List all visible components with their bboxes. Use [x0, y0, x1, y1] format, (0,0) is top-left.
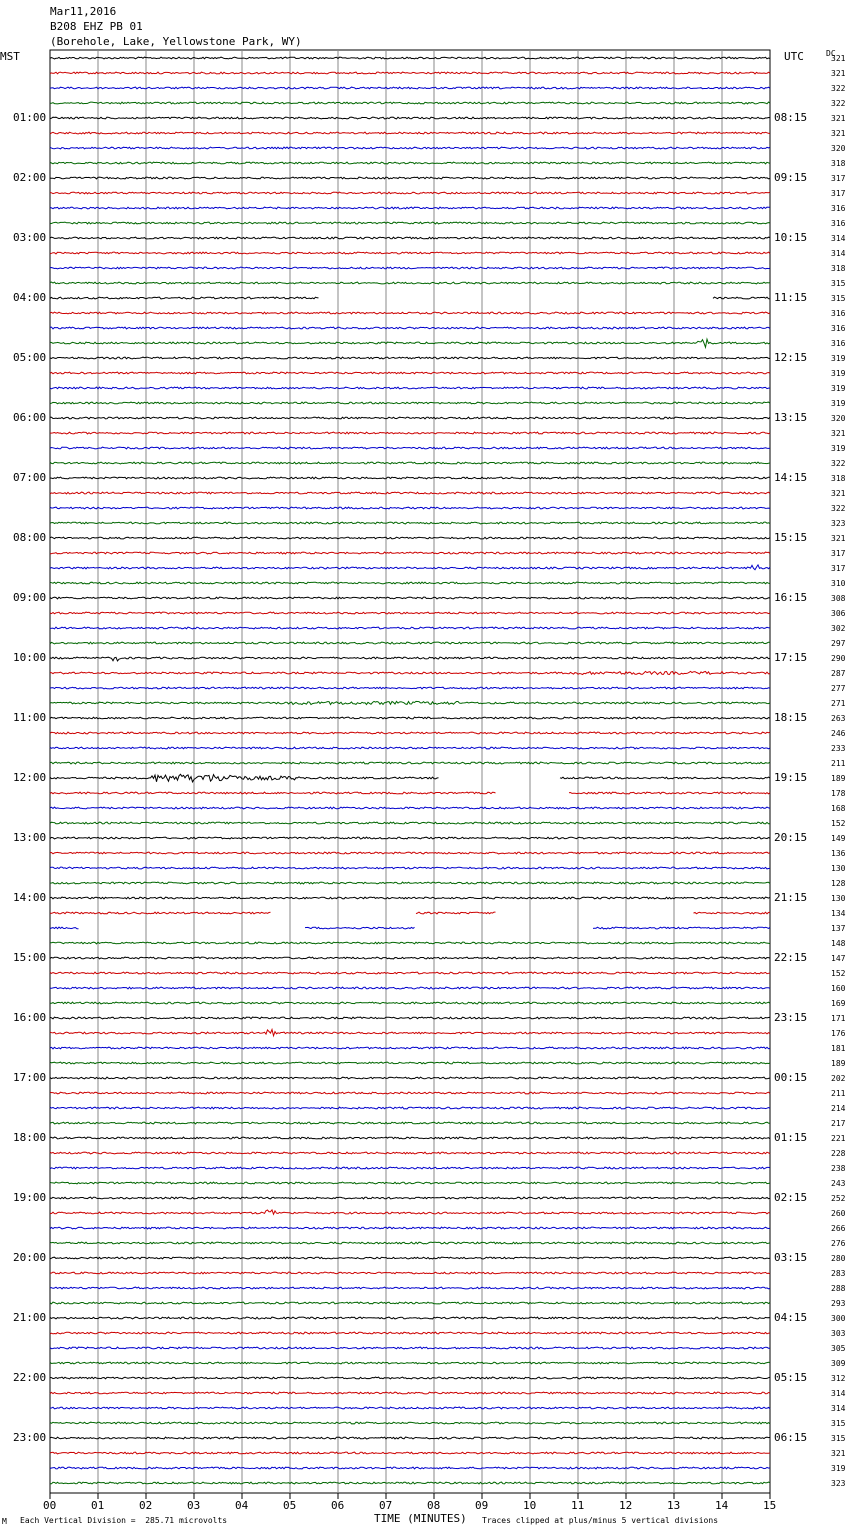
mst-hour-label: 19:00	[13, 1191, 47, 1204]
seismic-trace	[50, 657, 770, 661]
dc-offset-label: 312	[831, 1374, 846, 1383]
mst-hour-label: 02:00	[13, 171, 47, 184]
seismic-trace	[50, 1467, 770, 1469]
seismic-trace	[50, 1362, 770, 1364]
mst-hour-label: 22:00	[13, 1371, 47, 1384]
seismic-trace	[50, 222, 770, 224]
dc-offset-label: 321	[831, 54, 846, 63]
utc-hour-label: 10:15	[774, 231, 808, 244]
seismic-trace	[50, 717, 770, 719]
dc-offset-label: 317	[831, 174, 846, 183]
dc-offset-label: 221	[831, 1134, 846, 1143]
mst-hour-label: 20:00	[13, 1251, 47, 1264]
dc-offset-label: 168	[831, 804, 846, 813]
dc-offset-label: 315	[831, 1434, 846, 1443]
dc-offset-label: 228	[831, 1149, 846, 1158]
seismic-trace	[50, 1210, 770, 1214]
dc-offset-label: 316	[831, 219, 846, 228]
utc-hour-label: 19:15	[774, 771, 808, 784]
mst-hour-label: 04:00	[13, 291, 47, 304]
dc-offset-label: 316	[831, 204, 846, 213]
utc-hour-label: 17:15	[774, 651, 808, 664]
seismic-trace	[50, 282, 770, 284]
dc-offset-label: 134	[831, 909, 846, 918]
seismic-trace	[50, 72, 770, 74]
mst-hour-label: 17:00	[13, 1071, 47, 1084]
dc-offset-label: 266	[831, 1224, 846, 1233]
seismic-trace	[50, 972, 770, 974]
seismic-trace	[50, 1062, 770, 1064]
corner-mark: M	[2, 1517, 7, 1526]
dc-offset-label: 246	[831, 729, 846, 738]
seismic-trace	[50, 1152, 770, 1154]
dc-offset-label: 169	[831, 999, 846, 1008]
dc-header-label: DC	[826, 49, 836, 58]
dc-offset-label: 211	[831, 1089, 846, 1098]
utc-hour-label: 03:15	[774, 1251, 808, 1264]
dc-offset-label: 306	[831, 609, 846, 618]
mst-hour-label: 10:00	[13, 651, 47, 664]
mst-hour-label: 15:00	[13, 951, 47, 964]
seismic-trace	[50, 237, 770, 239]
utc-hour-label: 18:15	[774, 711, 808, 724]
seismic-trace	[50, 387, 770, 389]
seismic-trace	[50, 732, 770, 734]
utc-hour-label: 15:15	[774, 531, 808, 544]
seismic-trace	[50, 747, 770, 749]
left-timezone-label: MST	[0, 50, 20, 63]
x-tick-label: 14	[715, 1499, 729, 1512]
utc-hour-label: 00:15	[774, 1071, 808, 1084]
seismic-trace	[50, 1317, 770, 1319]
x-tick-label: 06	[331, 1499, 345, 1512]
dc-offset-label: 283	[831, 1269, 846, 1278]
seismic-trace	[50, 1452, 770, 1454]
dc-offset-label: 171	[831, 1014, 846, 1023]
dc-offset-label: 276	[831, 1239, 846, 1248]
seismic-trace	[50, 1167, 770, 1169]
utc-hour-label: 02:15	[774, 1191, 808, 1204]
dc-offset-label: 315	[831, 279, 846, 288]
dc-offset-label: 309	[831, 1359, 846, 1368]
x-tick-label: 11	[571, 1499, 585, 1512]
dc-offset-label: 189	[831, 774, 846, 783]
utc-hour-label: 09:15	[774, 171, 808, 184]
dc-offset-label: 321	[831, 129, 846, 138]
x-tick-label: 05	[283, 1499, 297, 1512]
utc-hour-label: 23:15	[774, 1011, 808, 1024]
mst-hour-label: 08:00	[13, 531, 47, 544]
seismic-trace	[50, 1332, 770, 1334]
seismic-trace	[50, 1482, 770, 1484]
seismic-trace	[50, 565, 770, 570]
dc-offset-label: 137	[831, 924, 846, 933]
seismic-trace	[50, 867, 770, 869]
seismic-trace	[50, 447, 770, 449]
seismic-trace	[50, 1302, 770, 1304]
x-tick-label: 00	[43, 1499, 57, 1512]
dc-offset-label: 318	[831, 264, 846, 273]
seismic-trace	[50, 537, 770, 539]
seismic-trace	[50, 267, 770, 269]
mst-hour-label: 06:00	[13, 411, 47, 424]
seismic-trace	[50, 339, 770, 347]
dc-offset-label: 314	[831, 249, 846, 258]
dc-offset-label: 314	[831, 234, 846, 243]
mst-hour-label: 23:00	[13, 1431, 47, 1444]
seismic-trace	[50, 852, 770, 854]
dc-offset-label: 322	[831, 99, 846, 108]
x-tick-label: 07	[379, 1499, 393, 1512]
seismic-trace	[50, 627, 770, 629]
seismic-trace	[50, 882, 770, 884]
seismic-trace	[50, 701, 770, 704]
mst-hour-label: 05:00	[13, 351, 47, 364]
dc-offset-label: 260	[831, 1209, 846, 1218]
dc-offset-label: 318	[831, 474, 846, 483]
mst-hour-label: 14:00	[13, 891, 47, 904]
seismic-trace	[50, 1122, 770, 1124]
utc-hour-label: 20:15	[774, 831, 808, 844]
dc-offset-label: 300	[831, 1314, 846, 1323]
seismic-trace	[50, 897, 770, 899]
mst-hour-label: 11:00	[13, 711, 47, 724]
dc-offset-label: 176	[831, 1029, 846, 1038]
seismic-trace	[50, 1182, 770, 1184]
utc-hour-label: 16:15	[774, 591, 808, 604]
dc-offset-label: 152	[831, 819, 846, 828]
seismic-trace	[50, 117, 770, 119]
seismic-trace	[50, 1197, 770, 1199]
mst-hour-label: 16:00	[13, 1011, 47, 1024]
dc-offset-label: 315	[831, 294, 846, 303]
seismic-trace	[50, 402, 770, 404]
dc-offset-label: 314	[831, 1389, 846, 1398]
dc-offset-label: 152	[831, 969, 846, 978]
seismic-trace	[50, 792, 770, 794]
x-tick-label: 09	[475, 1499, 489, 1512]
seismic-trace	[50, 327, 770, 329]
dc-offset-label: 217	[831, 1119, 846, 1128]
seismic-trace	[50, 372, 770, 374]
seismic-trace	[50, 147, 770, 149]
seismic-trace	[50, 522, 770, 524]
utc-hour-label: 13:15	[774, 411, 808, 424]
seismic-trace	[50, 762, 770, 764]
dc-offset-label: 316	[831, 324, 846, 333]
dc-offset-label: 310	[831, 579, 846, 588]
right-timezone-label: UTC	[784, 50, 804, 63]
seismic-trace	[50, 177, 770, 179]
seismic-trace	[50, 1047, 770, 1049]
dc-offset-label: 277	[831, 684, 846, 693]
mst-hour-label: 21:00	[13, 1311, 47, 1324]
seismic-trace	[50, 1437, 770, 1439]
x-tick-label: 02	[139, 1499, 153, 1512]
seismic-trace	[50, 192, 770, 194]
mst-hour-label: 01:00	[13, 111, 47, 124]
dc-offset-label: 287	[831, 669, 846, 678]
seismic-trace	[50, 312, 770, 314]
seismic-trace	[50, 1257, 770, 1259]
seismic-trace	[50, 297, 770, 299]
dc-offset-label: 322	[831, 84, 846, 93]
seismic-trace	[50, 1242, 770, 1244]
seismic-trace	[50, 1137, 770, 1139]
seismic-trace	[50, 671, 770, 674]
dc-offset-label: 319	[831, 369, 846, 378]
utc-hour-label: 14:15	[774, 471, 808, 484]
dc-offset-label: 302	[831, 624, 846, 633]
dc-offset-label: 147	[831, 954, 846, 963]
dc-offset-label: 288	[831, 1284, 846, 1293]
dc-offset-label: 189	[831, 1059, 846, 1068]
seismic-trace	[50, 1227, 770, 1229]
seismic-trace	[50, 942, 770, 944]
seismic-trace	[50, 987, 770, 989]
seismic-trace	[50, 1347, 770, 1349]
seismic-trace	[50, 1407, 770, 1409]
x-tick-label: 15	[763, 1499, 777, 1512]
dc-offset-label: 320	[831, 414, 846, 423]
seismic-trace	[50, 57, 770, 59]
dc-offset-label: 233	[831, 744, 846, 753]
utc-hour-label: 12:15	[774, 351, 808, 364]
dc-offset-label: 130	[831, 864, 846, 873]
seismic-trace	[50, 822, 770, 824]
seismic-trace	[50, 1422, 770, 1424]
dc-offset-label: 316	[831, 309, 846, 318]
dc-offset-label: 202	[831, 1074, 846, 1083]
station-location: (Borehole, Lake, Yellowstone Park, WY)	[50, 35, 302, 48]
dc-offset-label: 321	[831, 429, 846, 438]
dc-offset-label: 214	[831, 1104, 846, 1113]
plot-frame	[50, 50, 770, 1493]
dc-offset-label: 319	[831, 399, 846, 408]
seismic-trace	[50, 102, 770, 104]
mst-hour-label: 03:00	[13, 231, 47, 244]
seismic-trace	[50, 1377, 770, 1379]
seismic-trace	[50, 837, 770, 839]
seismic-trace	[50, 252, 770, 254]
seismic-trace	[50, 477, 770, 479]
seismic-trace	[50, 207, 770, 209]
mst-hour-label: 18:00	[13, 1131, 47, 1144]
seismic-trace	[50, 642, 770, 644]
x-tick-label: 03	[187, 1499, 201, 1512]
dc-offset-label: 320	[831, 144, 846, 153]
x-tick-label: 12	[619, 1499, 633, 1512]
utc-hour-label: 11:15	[774, 291, 808, 304]
dc-offset-label: 314	[831, 1404, 846, 1413]
dc-offset-label: 317	[831, 189, 846, 198]
seismic-trace	[50, 507, 770, 509]
utc-hour-label: 21:15	[774, 891, 808, 904]
dc-offset-label: 280	[831, 1254, 846, 1263]
mst-hour-label: 13:00	[13, 831, 47, 844]
seismic-trace	[50, 1017, 770, 1019]
seismic-trace	[50, 807, 770, 809]
utc-hour-label: 05:15	[774, 1371, 808, 1384]
utc-hour-label: 04:15	[774, 1311, 808, 1324]
dc-offset-label: 290	[831, 654, 846, 663]
x-tick-label: 04	[235, 1499, 249, 1512]
utc-hour-label: 01:15	[774, 1131, 808, 1144]
seismic-trace	[50, 132, 770, 134]
seismic-trace	[50, 462, 770, 464]
dc-offset-label: 303	[831, 1329, 846, 1338]
seismic-trace	[50, 1092, 770, 1094]
seismic-trace	[50, 552, 770, 554]
dc-offset-label: 178	[831, 789, 846, 798]
dc-offset-label: 323	[831, 519, 846, 528]
dc-offset-label: 130	[831, 894, 846, 903]
seismic-trace	[50, 1287, 770, 1289]
dc-offset-label: 149	[831, 834, 846, 843]
x-tick-label: 10	[523, 1499, 537, 1512]
dc-offset-label: 271	[831, 699, 846, 708]
x-tick-label: 13	[667, 1499, 681, 1512]
dc-offset-label: 321	[831, 1449, 846, 1458]
dc-offset-label: 319	[831, 444, 846, 453]
dc-offset-label: 263	[831, 714, 846, 723]
utc-hour-label: 22:15	[774, 951, 808, 964]
clip-note: Traces clipped at plus/minus 5 vertical divisions	[482, 1516, 719, 1525]
dc-offset-label: 323	[831, 1479, 846, 1488]
dc-offset-label: 293	[831, 1299, 846, 1308]
dc-offset-label: 316	[831, 339, 846, 348]
seismic-trace	[50, 927, 770, 929]
mst-hour-label: 07:00	[13, 471, 47, 484]
seismic-trace	[50, 87, 770, 89]
dc-offset-label: 317	[831, 564, 846, 573]
x-tick-label: 08	[427, 1499, 441, 1512]
utc-hour-label: 06:15	[774, 1431, 808, 1444]
dc-offset-label: 305	[831, 1344, 846, 1353]
dc-offset-label: 322	[831, 504, 846, 513]
seismic-trace	[50, 1107, 770, 1109]
seismic-trace	[50, 597, 770, 599]
seismic-trace	[50, 1077, 770, 1079]
dc-offset-label: 317	[831, 549, 846, 558]
scale-note: Each Vertical Division = 285.71 microvolts	[20, 1516, 228, 1525]
seismic-trace	[50, 417, 770, 419]
dc-offset-label: 308	[831, 594, 846, 603]
dc-offset-label: 318	[831, 159, 846, 168]
dc-offset-label: 297	[831, 639, 846, 648]
seismic-trace	[50, 357, 770, 359]
seismic-trace	[50, 582, 770, 584]
dc-offset-label: 128	[831, 879, 846, 888]
dc-offset-label: 136	[831, 849, 846, 858]
seismic-trace	[50, 612, 770, 614]
station-code: B208 EHZ PB 01	[50, 20, 143, 33]
x-axis-title: TIME (MINUTES)	[374, 1512, 467, 1525]
seismic-trace	[50, 1002, 770, 1004]
dc-offset-label: 160	[831, 984, 846, 993]
dc-offset-label: 243	[831, 1179, 846, 1188]
seismic-trace	[50, 162, 770, 164]
seismic-trace	[50, 492, 770, 494]
seismic-trace	[50, 912, 770, 914]
seismic-trace	[50, 1272, 770, 1274]
dc-offset-label: 148	[831, 939, 846, 948]
dc-offset-label: 181	[831, 1044, 846, 1053]
utc-hour-label: 08:15	[774, 111, 808, 124]
dc-offset-label: 252	[831, 1194, 846, 1203]
dc-offset-label: 319	[831, 354, 846, 363]
dc-offset-label: 211	[831, 759, 846, 768]
x-tick-label: 01	[91, 1499, 105, 1512]
dc-offset-label: 238	[831, 1164, 846, 1173]
dc-offset-label: 321	[831, 534, 846, 543]
seismic-trace	[50, 1030, 770, 1036]
seismic-trace	[50, 774, 770, 782]
record-date: Mar11,2016	[50, 5, 117, 18]
seismic-trace	[50, 432, 770, 434]
seismic-trace	[50, 1392, 770, 1394]
seismic-trace	[50, 957, 770, 959]
dc-offset-label: 319	[831, 384, 846, 393]
seismic-trace	[50, 687, 770, 689]
dc-offset-label: 321	[831, 114, 846, 123]
dc-offset-label: 321	[831, 489, 846, 498]
dc-offset-label: 322	[831, 459, 846, 468]
dc-offset-label: 315	[831, 1419, 846, 1428]
dc-offset-label: 319	[831, 1464, 846, 1473]
mst-hour-label: 12:00	[13, 771, 47, 784]
dc-offset-label: 321	[831, 69, 846, 78]
mst-hour-label: 09:00	[13, 591, 47, 604]
